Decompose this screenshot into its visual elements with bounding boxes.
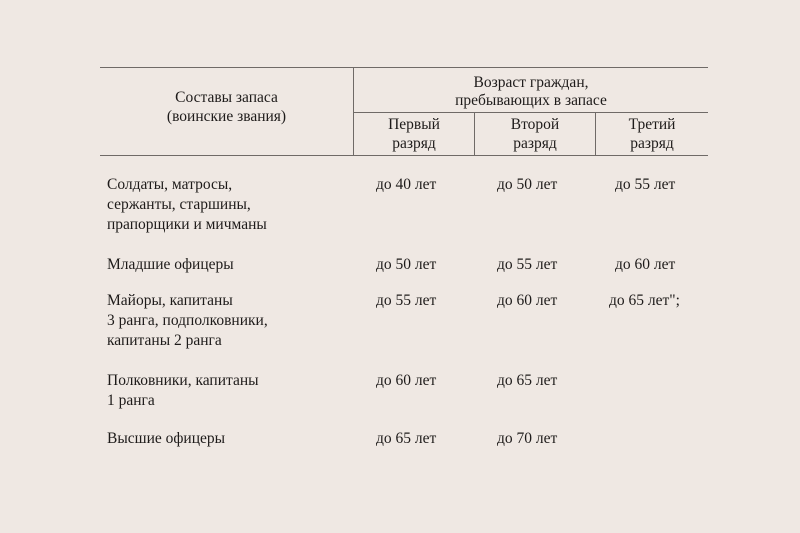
row-value-third: до 65 лет";: [609, 292, 680, 309]
header-category-first-line1: Первый: [388, 116, 440, 133]
row-label-line: Солдаты, матросы,: [107, 176, 233, 193]
row-label-line: сержанты, старшины,: [107, 196, 251, 213]
row-value-first: до 50 лет: [376, 256, 437, 273]
row-label-line: Майоры, капитаны: [107, 292, 233, 309]
row-value-second: до 65 лет: [497, 372, 558, 389]
header-category-third-line1: Третий: [628, 116, 676, 133]
row-value-second: до 60 лет: [497, 292, 558, 309]
row-label-line: прапорщики и мичманы: [107, 216, 267, 233]
row-value-first: до 60 лет: [376, 372, 437, 389]
row-label-line: 3 ранга, подполковники,: [107, 312, 268, 329]
age-group-rule: [353, 112, 708, 113]
row-value-second: до 50 лет: [497, 176, 558, 193]
header-composition-subtitle: (воинские звания): [166, 108, 287, 125]
header-age-group-line2: пребывающих в запасе: [455, 92, 607, 109]
row-label-line: 1 ранга: [107, 392, 155, 409]
header-age-group-line1: Возраст граждан,: [473, 74, 589, 91]
row-value-second: до 70 лет: [497, 430, 558, 447]
header-category-second-line2: разряд: [513, 135, 557, 152]
row-value-second: до 55 лет: [497, 256, 558, 273]
header-category-third-line2: разряд: [630, 135, 674, 152]
row-label-line: Высшие офицеры: [107, 430, 226, 447]
header-category-first-line2: разряд: [392, 135, 436, 152]
row-label-line: капитаны 2 ранга: [107, 332, 222, 349]
table-top-rule: [100, 67, 708, 68]
row-label-line: Полковники, капитаны: [107, 372, 259, 389]
header-composition-title: Составы запаса: [175, 89, 278, 106]
row-value-third: до 55 лет: [615, 176, 676, 193]
row-value-first: до 55 лет: [376, 292, 437, 309]
header-category-second-line1: Второй: [510, 116, 560, 133]
row-value-first: до 65 лет: [376, 430, 437, 447]
row-value-third: до 60 лет: [615, 256, 676, 273]
row-label-line: Младшие офицеры: [107, 256, 234, 273]
row-value-first: до 40 лет: [376, 176, 437, 193]
header-bottom-rule: [100, 155, 708, 156]
